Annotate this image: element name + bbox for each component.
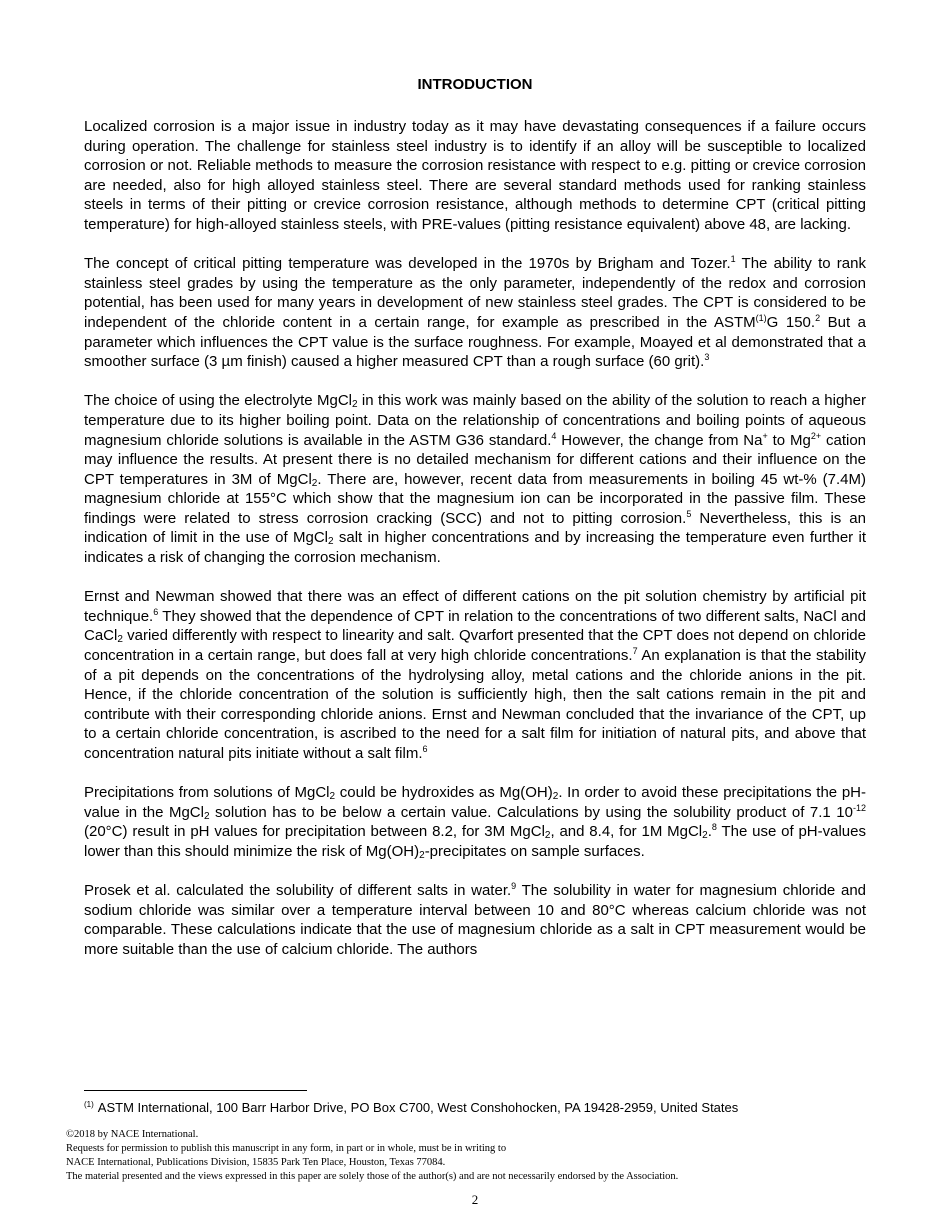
text-run: Nevertheless, this is an indication of limit in the use of MgCl — [84, 509, 866, 547]
text-run: The use of pH-values lower than this should minimize the risk of Mg(OH) — [84, 823, 866, 860]
text-run: The ability to rank stainless steel grades by using the temperature as the only parameter, independently of the redox and corrosion potential, has been used for many years in development of new stainless steel grades. The CPT is considered to be independent of the chloride content in a certain range, for example as prescribed in the ASTM — [84, 255, 866, 331]
subscript: 2 — [117, 634, 123, 646]
text-run: . In order to avoid these precipitations the pH-value in the MgCl — [84, 784, 866, 821]
paragraph — [84, 783, 866, 861]
superscript: 8 — [711, 822, 717, 833]
footnote-text: ASTM International, 100 Barr Harbor Drive, PO Box C700, West Conshohocken, PA 19428-2959, United States — [97, 1100, 739, 1115]
footnote-divider — [84, 1090, 307, 1091]
text-run: Precipitations from solutions of MgCl — [84, 784, 330, 802]
text-run: Prosek et al. calculated the solubility of different salts in water. — [84, 882, 512, 900]
paragraph — [84, 881, 866, 959]
subscript: 2 — [329, 791, 336, 803]
superscript: 2+ — [810, 430, 822, 441]
text-run: solution has to be below a certain value. Calculations by using the solubility product of 7.1 10 — [209, 803, 853, 821]
paragraph — [84, 254, 866, 372]
text-run: (20°C) result in pH values for precipitation between 8.2, for 3M MgCl — [84, 823, 545, 841]
text-run: Ernst and Newman showed that there was an effect of different cations on the pit solution chemistry by artificial pit technique. — [84, 588, 866, 625]
text-run: cation may influence the results. At present there is no detailed mechanism for different cations and their influence on the CPT temperatures in 3M of MgCl — [84, 431, 867, 488]
body-text — [84, 117, 866, 979]
superscript: 1 — [730, 254, 736, 265]
text-run: The concept of critical pitting temperature was developed in the 1970s by Brigham and Tozer. — [84, 255, 731, 273]
subscript: 2 — [311, 477, 318, 489]
superscript: 2 — [815, 312, 821, 323]
subscript: 2 — [203, 810, 210, 822]
paragraph — [84, 117, 866, 235]
text-run: An explanation is that the stability of a pit depends on the concentrations of the hydrolysing alloy, metal cations and the chloride anions in the pit. Hence, if the chloride concentration of the solution is sufficiently high, then the salt cations remain in the pit and contribute with their corresponding chloride anions. Ernst and Newman concluded that the invariance of the CPT, up to a certain chloride concentration, is ascribed to the need for a salt film for initiation of natural pits, and above that concentration natural pits initiate without a salt film. — [84, 647, 867, 762]
superscript: -12 — [852, 802, 866, 813]
text-run: G 150. — [766, 313, 816, 331]
subscript: 2 — [702, 830, 708, 842]
subscript: 2 — [351, 399, 358, 411]
superscript: 6 — [153, 606, 159, 617]
subscript: 2 — [419, 849, 425, 861]
superscript: + — [762, 430, 768, 441]
copyright-line: NACE International, Publications Division, 15835 Park Ten Place, Houston, Texas 77084. — [66, 1157, 446, 1168]
text-run: , and 8.4, for 1M MgCl — [550, 823, 703, 841]
superscript: 9 — [511, 881, 517, 892]
subscript: 2 — [544, 830, 551, 842]
paragraph — [84, 391, 866, 567]
footnote — [84, 1100, 738, 1115]
text-run: varied differently with respect to linearity and salt. Qvarfort presented that the CPT does not depend on chloride concentration in a certain range, but does fall at very high chloride concentrations. — [84, 627, 866, 665]
text-run: Localized corrosion is a major issue in industry today as it may have devastating consequences if a failure occurs during operation. The challenge for stainless steel industry is to identify if an alloy will be susceptible to localized corrosion or not. Reliable methods to measure the corrosion resistance with respect to e.g. pitting or crevice corrosion are needed, also for high alloyed stainless steel. There are several standard methods used for ranking stainless steels in terms of their pitting or crevice corrosion resistance, although methods to determine CPT (critical pitting temperature) for high-alloyed stainless steels, with PRE-values (pitting resistance equivalent) above 48, are lacking. — [84, 118, 866, 233]
text-run: The choice of using the electrolyte MgCl — [84, 392, 352, 410]
text-run: However, the change from Na — [556, 431, 763, 449]
text-run: -precipitates on sample surfaces. — [424, 842, 645, 860]
footnote-marker: (1) — [84, 1100, 94, 1109]
copyright-line: Requests for permission to publish this manuscript in any form, in part or in whole, must be in writing to — [66, 1143, 507, 1154]
page-number: 2 — [471, 1192, 479, 1207]
copyright-notice — [66, 1128, 678, 1184]
superscript: 3 — [704, 352, 710, 363]
text-run: in this work was mainly based on the ability of the solution to reach a higher temperature due to its higher boiling point. Data on the relationship of concentrations and boiling points of aqueous magnesium chloride solutions is available in the ASTM G36 standard. — [84, 392, 866, 449]
copyright-line: The material presented and the views expressed in this paper are solely those of the author(s) and are not necessarily endorsed by the Association. — [66, 1171, 679, 1182]
paragraph — [84, 587, 866, 763]
section-heading: INTRODUCTION — [417, 76, 533, 93]
text-run: could be hydroxides as Mg(OH) — [335, 784, 553, 802]
superscript: 4 — [551, 430, 557, 441]
subscript: 2 — [328, 536, 334, 548]
text-run: to Mg — [767, 431, 811, 449]
copyright-line: ©2018 by NACE International. — [66, 1129, 199, 1140]
text-run: . There are, however, recent data from measurements in boiling 45 wt-% (7.4M) magnesium chloride at 155°C which show that the magnesium ion can be incorporated in the passive film. These findings were related to stress corrosion cracking (SCC) and not to pitting corrosion. — [84, 470, 866, 527]
superscript: 6 — [422, 744, 428, 754]
subscript: 2 — [552, 791, 559, 803]
superscript: 7 — [632, 646, 638, 657]
text-run: But a parameter which influences the CPT value is the surface roughness. For example, Moayed et al demonstrated that a smoother surface (3 µm finish) caused a higher measured CPT than a rough surface (60 grit). — [84, 313, 866, 371]
superscript: 5 — [686, 508, 692, 519]
text-run: The solubility in water for magnesium chloride and sodium chloride was similar over a temperature interval between 10 and 80°C whereas calcium chloride was not comparable. These calculations indicate that the use of magnesium chloride as a salt in CPT measurement would be more suitable than the use of calcium chloride. The authors — [84, 882, 866, 958]
superscript: (1) — [755, 312, 767, 323]
text-run: salt in higher concentrations and by increasing the temperature even further it indicates a risk of changing the corrosion mechanism. — [84, 529, 866, 567]
text-run: They showed that the dependence of CPT in relation to the concentrations of two different salts, NaCl and CaCl — [84, 607, 866, 645]
text-run: . — [707, 823, 712, 841]
